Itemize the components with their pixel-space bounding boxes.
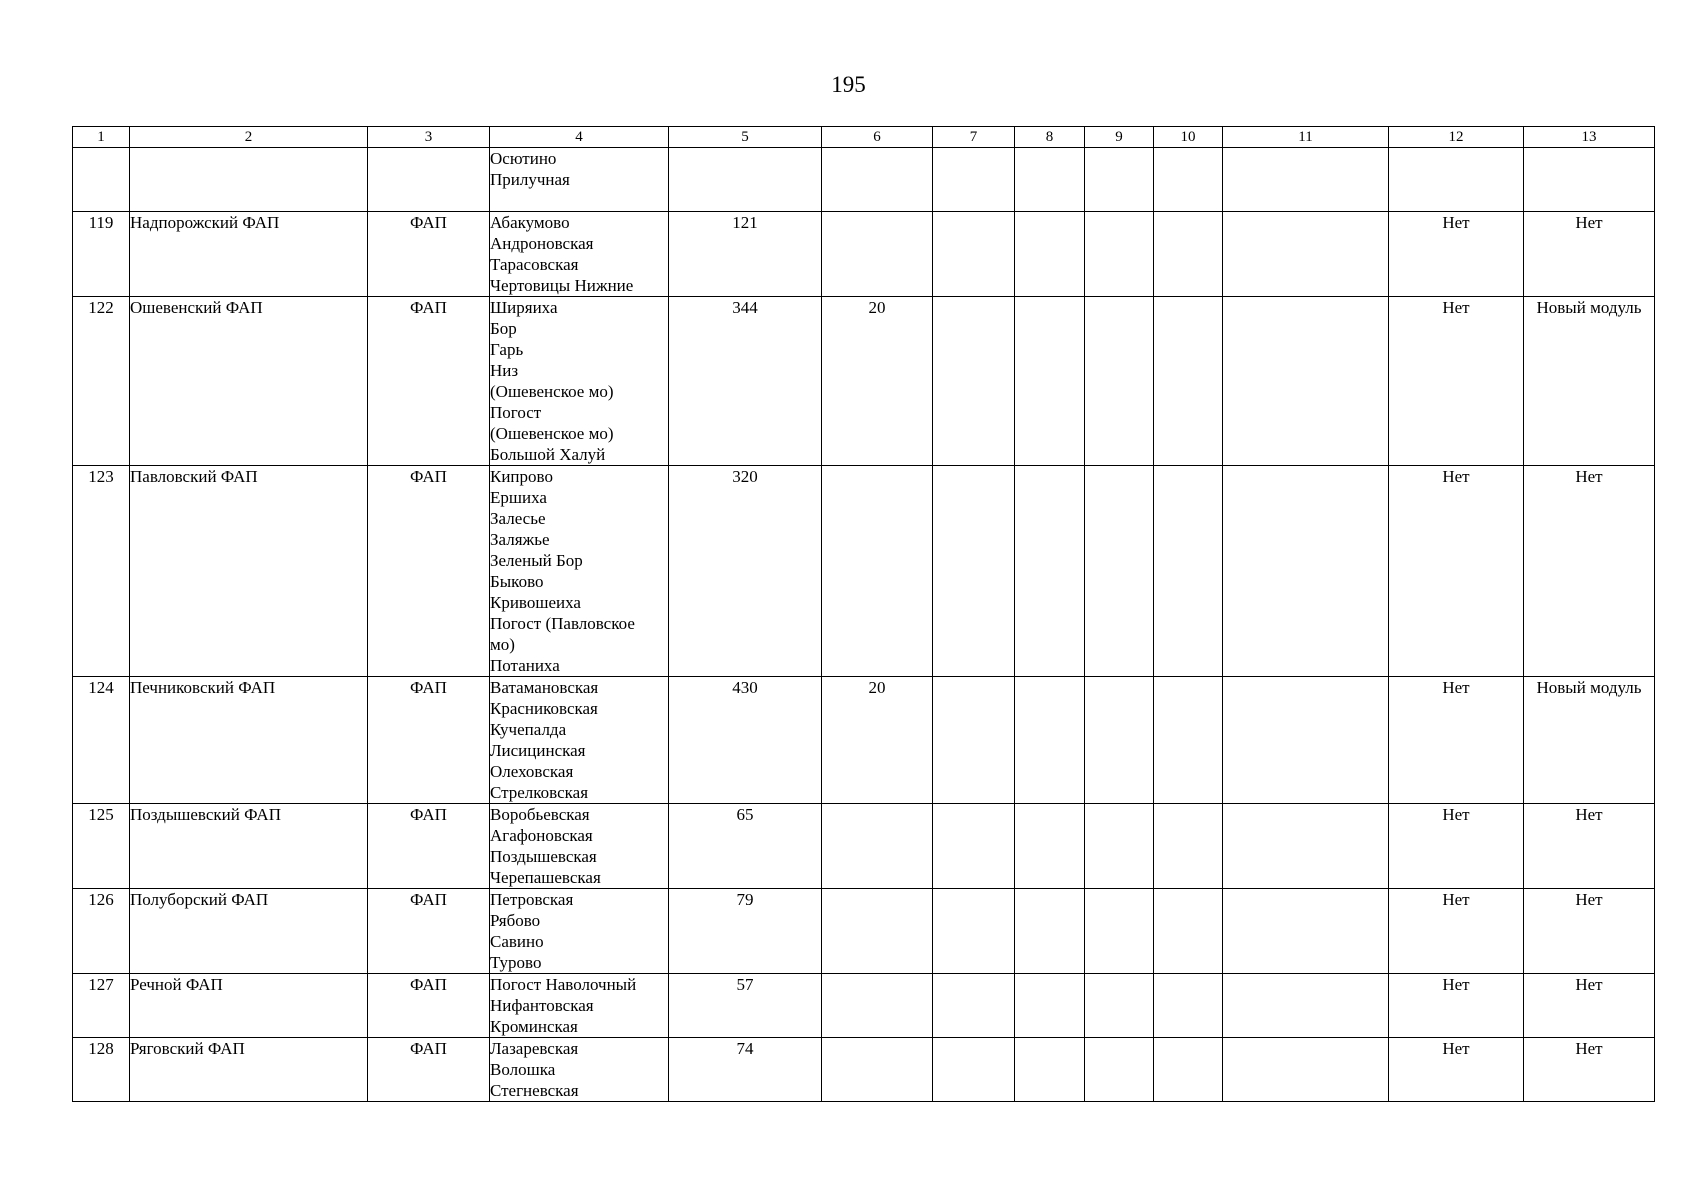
settlements-cell xyxy=(490,1038,669,1102)
cell-col-10 xyxy=(1154,889,1223,974)
settlement-name: Зеленый Бор xyxy=(490,551,583,570)
cell-col-7 xyxy=(933,466,1015,677)
cell-col-7 xyxy=(933,974,1015,1038)
cell-col-6: 20 xyxy=(822,297,933,466)
settlement-name: Осютино xyxy=(490,149,557,168)
row-number-cell: 125 xyxy=(73,804,130,889)
cell-col-9 xyxy=(1085,297,1154,466)
settlement-name: Погост xyxy=(490,403,542,422)
column-header-11: 11 xyxy=(1223,127,1389,148)
settlements-cell xyxy=(490,804,669,889)
cell-col-6 xyxy=(822,1038,933,1102)
column-header-10: 10 xyxy=(1154,127,1223,148)
cell-col-13: Нет xyxy=(1524,466,1655,677)
cell-col-11 xyxy=(1223,297,1389,466)
cell-col-9 xyxy=(1085,889,1154,974)
settlement-name: Воробьевская xyxy=(490,805,590,824)
settlement-name: Тарасовская xyxy=(490,255,579,274)
facility-type-cell: ФАП xyxy=(368,974,490,1038)
table-body xyxy=(73,148,1655,1102)
facility-type-cell: ФАП xyxy=(368,297,490,466)
column-header-6: 6 xyxy=(822,127,933,148)
settlement-name: Прилучная xyxy=(490,170,570,189)
settlement-name: Погост Наволочный xyxy=(490,975,637,994)
row-number-cell: 127 xyxy=(73,974,130,1038)
table-row xyxy=(73,804,1655,889)
cell-col-8 xyxy=(1015,212,1085,297)
table-row xyxy=(73,212,1655,297)
cell-col-10 xyxy=(1154,466,1223,677)
facility-name-cell: Ряговский ФАП xyxy=(130,1038,368,1102)
cell-col-8 xyxy=(1015,677,1085,804)
cell-col-8 xyxy=(1015,974,1085,1038)
cell-col-7 xyxy=(933,297,1015,466)
settlement-name: Лазаревская xyxy=(490,1039,579,1058)
column-header-5: 5 xyxy=(669,127,822,148)
cell-col-12: Нет xyxy=(1389,1038,1524,1102)
settlement-name: Лисицинская xyxy=(490,741,586,760)
settlement-name: Поздышевская xyxy=(490,847,597,866)
cell-col-5: 121 xyxy=(669,212,822,297)
settlement-name: Погост (Павловское xyxy=(490,614,635,633)
settlement-name: Быково xyxy=(490,572,544,591)
cell-col-7 xyxy=(933,804,1015,889)
cell-col-6: 20 xyxy=(822,677,933,804)
settlement-name: Стегневская xyxy=(490,1081,579,1100)
page-number: 195 xyxy=(831,72,866,97)
settlement-name: Потаниха xyxy=(490,656,560,675)
cell-col-8 xyxy=(1015,804,1085,889)
cell-col-11 xyxy=(1223,148,1389,212)
settlements-cell xyxy=(490,466,669,677)
facility-name-cell: Надпорожский ФАП xyxy=(130,212,368,297)
cell-col-7 xyxy=(933,677,1015,804)
settlement-name: (Ошевенское мо) xyxy=(490,424,614,443)
column-header-12: 12 xyxy=(1389,127,1524,148)
cell-col-10 xyxy=(1154,148,1223,212)
row-number-cell: 119 xyxy=(73,212,130,297)
settlement-name: Кипрово xyxy=(490,467,553,486)
cell-col-12: Нет xyxy=(1389,804,1524,889)
table-row xyxy=(73,1038,1655,1102)
cell-col-13: Новый модуль xyxy=(1524,677,1655,804)
cell-col-5: 57 xyxy=(669,974,822,1038)
table-row xyxy=(73,974,1655,1038)
row-number-cell: 126 xyxy=(73,889,130,974)
settlement-name: (Ошевенское мо) xyxy=(490,382,614,401)
cell-col-5: 79 xyxy=(669,889,822,974)
cell-col-10 xyxy=(1154,297,1223,466)
facility-name-cell: Поздышевский ФАП xyxy=(130,804,368,889)
settlement-name: Абакумово xyxy=(490,213,570,232)
cell-col-8 xyxy=(1015,148,1085,212)
row-number-cell: 124 xyxy=(73,677,130,804)
cell-col-12: Нет xyxy=(1389,466,1524,677)
cell-col-13: Новый модуль xyxy=(1524,297,1655,466)
cell-col-9 xyxy=(1085,212,1154,297)
column-header-7: 7 xyxy=(933,127,1015,148)
cell-col-6 xyxy=(822,889,933,974)
cell-col-7 xyxy=(933,212,1015,297)
settlement-name: Агафоновская xyxy=(490,826,593,845)
cell-col-7 xyxy=(933,148,1015,212)
cell-col-5: 320 xyxy=(669,466,822,677)
cell-col-11 xyxy=(1223,974,1389,1038)
cell-col-7 xyxy=(933,1038,1015,1102)
cell-col-6 xyxy=(822,148,933,212)
column-header-8: 8 xyxy=(1015,127,1085,148)
settlement-name: Нифантовская xyxy=(490,996,594,1015)
cell-col-10 xyxy=(1154,212,1223,297)
settlements-cell xyxy=(490,297,669,466)
cell-col-9 xyxy=(1085,466,1154,677)
cell-col-12: Нет xyxy=(1389,677,1524,804)
column-header-1: 1 xyxy=(73,127,130,148)
cell-col-8 xyxy=(1015,297,1085,466)
cell-col-8 xyxy=(1015,889,1085,974)
settlement-name: Красниковская xyxy=(490,699,598,718)
settlement-name: Низ xyxy=(490,361,519,380)
cell-col-12: Нет xyxy=(1389,212,1524,297)
settlements-cell xyxy=(490,148,669,212)
cell-col-6 xyxy=(822,212,933,297)
facility-name-cell: Ошевенский ФАП xyxy=(130,297,368,466)
cell-col-8 xyxy=(1015,1038,1085,1102)
cell-col-13: Нет xyxy=(1524,1038,1655,1102)
settlement-name: Ширяиха xyxy=(490,298,558,317)
column-header-2: 2 xyxy=(130,127,368,148)
cell-col-10 xyxy=(1154,677,1223,804)
cell-col-10 xyxy=(1154,974,1223,1038)
cell-col-12 xyxy=(1389,148,1524,212)
table-row xyxy=(73,297,1655,466)
settlements-cell xyxy=(490,889,669,974)
cell-col-5: 344 xyxy=(669,297,822,466)
settlements-cell xyxy=(490,974,669,1038)
settlement-name: Савино xyxy=(490,932,544,951)
row-number-cell: 123 xyxy=(73,466,130,677)
cell-col-6 xyxy=(822,466,933,677)
column-number-header-row xyxy=(73,127,1655,148)
cell-col-9 xyxy=(1085,1038,1154,1102)
cell-col-12: Нет xyxy=(1389,974,1524,1038)
facilities-table xyxy=(72,126,1655,1102)
cell-col-6 xyxy=(822,974,933,1038)
facility-name-cell xyxy=(130,148,368,212)
cell-col-13: Нет xyxy=(1524,889,1655,974)
settlement-name: Большой Халуй xyxy=(490,445,606,464)
cell-col-9 xyxy=(1085,804,1154,889)
cell-col-11 xyxy=(1223,466,1389,677)
cell-col-13 xyxy=(1524,148,1655,212)
cell-col-9 xyxy=(1085,148,1154,212)
settlement-name: Залесье xyxy=(490,509,546,528)
cell-col-7 xyxy=(933,889,1015,974)
settlements-cell xyxy=(490,212,669,297)
facility-type-cell: ФАП xyxy=(368,1038,490,1102)
facility-type-cell xyxy=(368,148,490,212)
cell-col-11 xyxy=(1223,212,1389,297)
column-header-13: 13 xyxy=(1524,127,1655,148)
cell-col-13: Нет xyxy=(1524,974,1655,1038)
cell-col-11 xyxy=(1223,677,1389,804)
facility-type-cell: ФАП xyxy=(368,677,490,804)
settlement-name: Чертовицы Нижние xyxy=(490,276,634,295)
cell-col-10 xyxy=(1154,1038,1223,1102)
row-number-cell xyxy=(73,148,130,212)
settlement-name: Кроминская xyxy=(490,1017,578,1036)
table-row xyxy=(73,466,1655,677)
cell-col-9 xyxy=(1085,974,1154,1038)
settlement-name: Гарь xyxy=(490,340,524,359)
column-header-9: 9 xyxy=(1085,127,1154,148)
row-number-cell: 128 xyxy=(73,1038,130,1102)
cell-col-10 xyxy=(1154,804,1223,889)
settlement-name: мо) xyxy=(490,635,515,654)
cell-col-13: Нет xyxy=(1524,212,1655,297)
settlement-name: Кучепалда xyxy=(490,720,567,739)
facility-name-cell: Печниковский ФАП xyxy=(130,677,368,804)
cell-col-11 xyxy=(1223,1038,1389,1102)
facility-name-cell: Речной ФАП xyxy=(130,974,368,1038)
cell-col-5: 430 xyxy=(669,677,822,804)
settlement-name: Заляжье xyxy=(490,530,550,549)
settlement-name: Петровская xyxy=(490,890,574,909)
settlement-name: Турово xyxy=(490,953,542,972)
settlement-name: Рябово xyxy=(490,911,541,930)
settlement-name: Черепашевская xyxy=(490,868,601,887)
cell-col-8 xyxy=(1015,466,1085,677)
column-header-4: 4 xyxy=(490,127,669,148)
table-row xyxy=(73,677,1655,804)
cell-col-6 xyxy=(822,804,933,889)
row-number-cell: 122 xyxy=(73,297,130,466)
column-header-3: 3 xyxy=(368,127,490,148)
facility-name-cell: Павловский ФАП xyxy=(130,466,368,677)
cell-col-9 xyxy=(1085,677,1154,804)
settlement-name: Ершиха xyxy=(490,488,547,507)
settlement-name: Андроновская xyxy=(490,234,594,253)
table-row xyxy=(73,148,1655,212)
cell-col-11 xyxy=(1223,804,1389,889)
settlement-name: Кривошеиха xyxy=(490,593,581,612)
cell-col-5: 74 xyxy=(669,1038,822,1102)
settlement-name: Стрелковская xyxy=(490,783,589,802)
cell-col-5 xyxy=(669,148,822,212)
settlements-cell xyxy=(490,677,669,804)
settlement-name: Ватамановская xyxy=(490,678,599,697)
facility-type-cell: ФАП xyxy=(368,804,490,889)
cell-col-11 xyxy=(1223,889,1389,974)
facility-name-cell: Полуборский ФАП xyxy=(130,889,368,974)
cell-col-5: 65 xyxy=(669,804,822,889)
cell-col-12: Нет xyxy=(1389,297,1524,466)
facility-type-cell: ФАП xyxy=(368,466,490,677)
settlement-name: Олеховская xyxy=(490,762,574,781)
cell-col-13: Нет xyxy=(1524,804,1655,889)
table-row xyxy=(73,889,1655,974)
facility-type-cell: ФАП xyxy=(368,212,490,297)
facility-type-cell: ФАП xyxy=(368,889,490,974)
cell-col-12: Нет xyxy=(1389,889,1524,974)
settlement-name: Волошка xyxy=(490,1060,556,1079)
settlement-name: Бор xyxy=(490,319,517,338)
